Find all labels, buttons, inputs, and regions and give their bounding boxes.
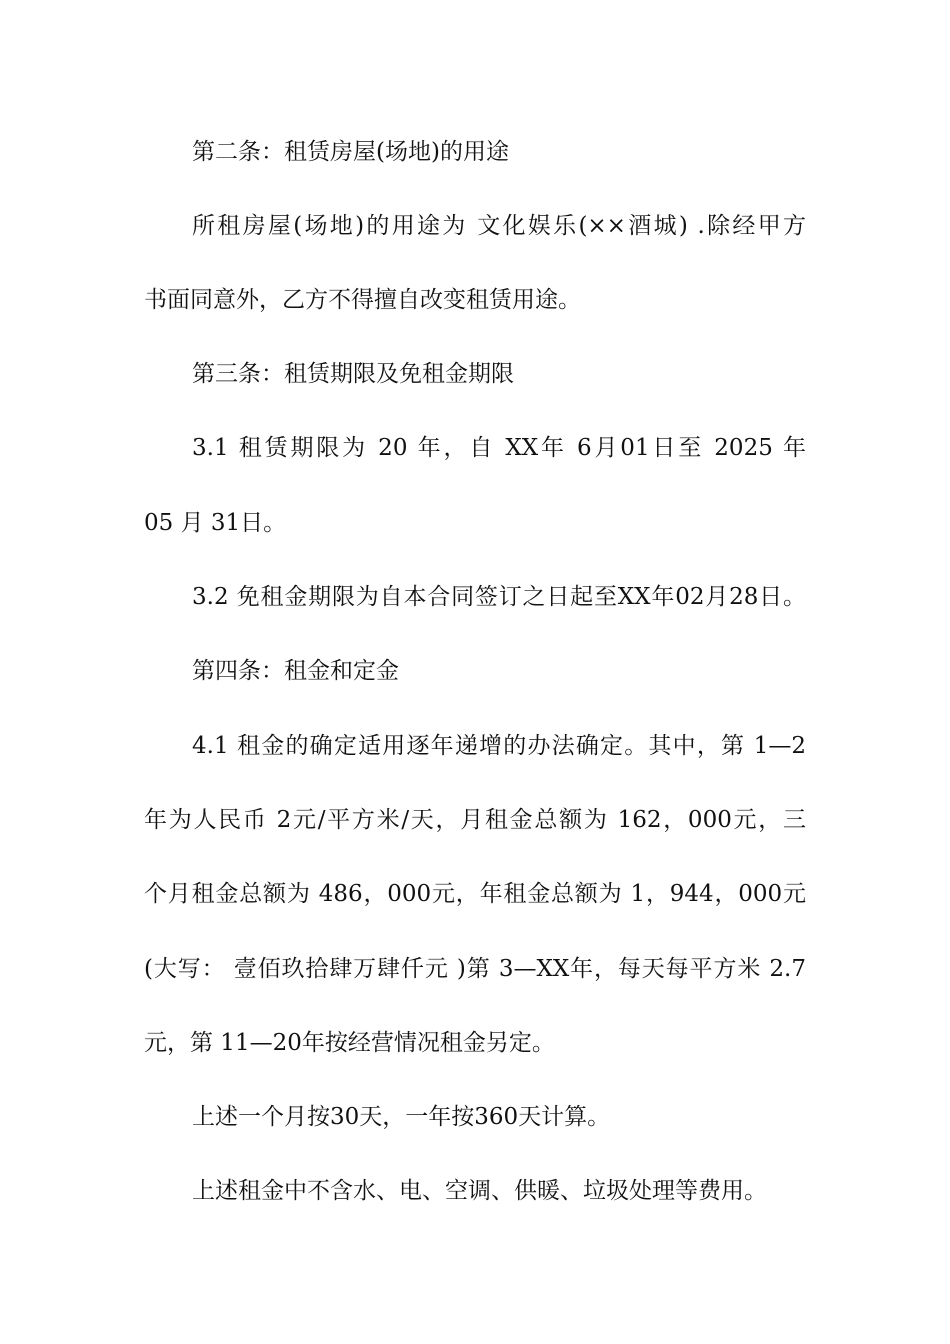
- clause-4-1-line-5: 元，第 11—20年按经营情况租金另定。: [144, 1030, 555, 1056]
- clause-3-1-line-2: 05 月 31日。: [144, 510, 287, 536]
- clause-4-1-line-3: 个月租金总额为 486，000元，年租金总额为 1，944，000元: [144, 881, 806, 907]
- clause-4-1-line-1: 4.1 租金的确定适用逐年递增的办法确定。其中，第 1—2: [192, 733, 806, 759]
- article-2-paragraph-line-1: 所租房屋(场地)的用途为 文化娱乐(××酒城) .除经甲方: [192, 213, 806, 239]
- article-2-heading: 第二条：租赁房屋(场地)的用途: [192, 139, 509, 165]
- article-2-paragraph-line-2: 书面同意外，乙方不得擅自改变租赁用途。: [144, 287, 581, 313]
- article-3-heading: 第三条：租赁期限及免租金期限: [192, 361, 514, 387]
- excluded-fees-note: 上述租金中不含水、电、空调、供暖、垃圾处理等费用。: [192, 1178, 767, 1204]
- clause-4-1-line-4: (大写： 壹佰玖拾肆万肆仟元 )第 3—XX年，每天每平方米 2.7: [144, 956, 806, 982]
- clause-3-2: 3.2 免租金期限为自本合同签订之日起至XX年02月28日。: [192, 584, 806, 610]
- clause-4-1-line-2: 年为人民币 2元/平方米/天，月租金总额为 162，000元，三: [144, 807, 806, 833]
- clause-3-1-line-1: 3.1 租赁期限为 20 年，自 XX年 6月01日至 2025 年: [192, 435, 806, 461]
- article-4-heading: 第四条：租金和定金: [192, 658, 399, 684]
- month-year-basis-note: 上述一个月按30天，一年按360天计算。: [192, 1104, 611, 1130]
